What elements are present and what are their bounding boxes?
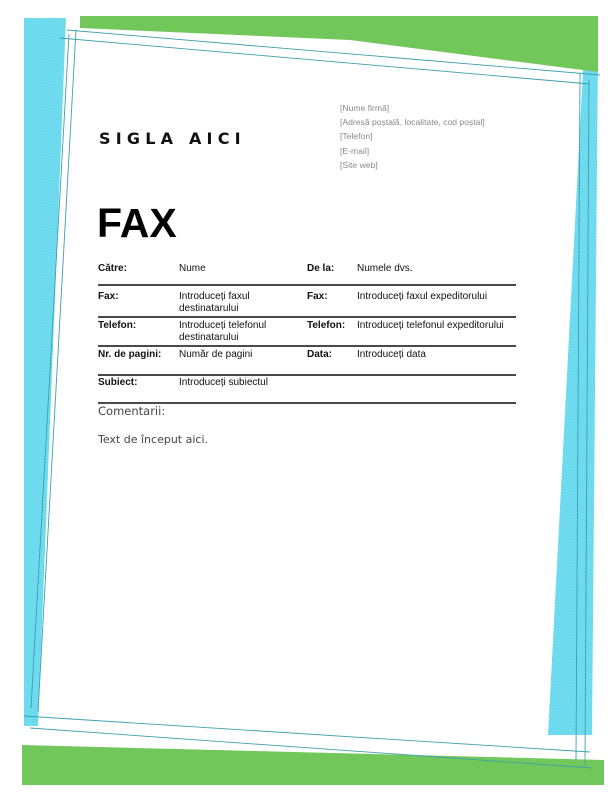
from-label: De la: [307,263,335,274]
date-label: Data: [307,349,333,360]
page-title: FAX [97,200,177,246]
fax-row-fax [98,291,516,318]
fax-to-value[interactable]: Introduceți faxul destinatarului [179,291,250,315]
phone-field[interactable]: [Telefon] [340,131,373,142]
subject-label: Subiect: [98,377,138,388]
top-green-band [80,16,598,72]
to-value[interactable]: Nume [179,263,206,274]
bottom-green-band [22,745,604,785]
body-text[interactable]: Text de început aici. [98,433,208,446]
logo-placeholder: SIGLA AICI [99,129,246,148]
email-field[interactable]: [E-mail] [340,145,370,156]
pages-value[interactable]: Număr de pagini [179,349,253,360]
date-value[interactable]: Introduceți data [357,349,426,360]
subject-value[interactable]: Introduceți subiectul [179,377,268,388]
company-name-field[interactable]: [Nume firmă] [340,103,390,113]
fax-row-pages-date [98,349,516,376]
fax-row-subject [98,377,516,404]
fax-to-label: Fax: [98,291,119,302]
fax-from-value[interactable]: Introduceți faxul expeditorului [357,291,488,302]
left-cyan-band [24,18,66,726]
phone-from-value[interactable]: Introduceți telefonul expeditorului [357,320,504,331]
right-cyan-band [548,52,598,735]
sender-info [340,101,485,172]
comments-heading: Comentarii: [98,404,166,418]
fax-row-to-from [98,263,516,286]
phone-to-value[interactable]: Introduceți telefonul destinatarului [179,320,267,344]
website-field[interactable]: [Site web] [340,159,378,170]
phone-to-label: Telefon: [98,320,137,331]
fax-row-phone [98,320,516,347]
fax-from-label: Fax: [307,291,328,302]
from-value[interactable]: Numele dvs. [357,263,413,274]
to-label: Către: [98,263,127,274]
phone-from-label: Telefon: [307,320,346,331]
pages-label: Nr. de pagini: [98,349,162,360]
address-field[interactable]: [Adresă poștală, localitate, cod poștal] [340,117,485,128]
